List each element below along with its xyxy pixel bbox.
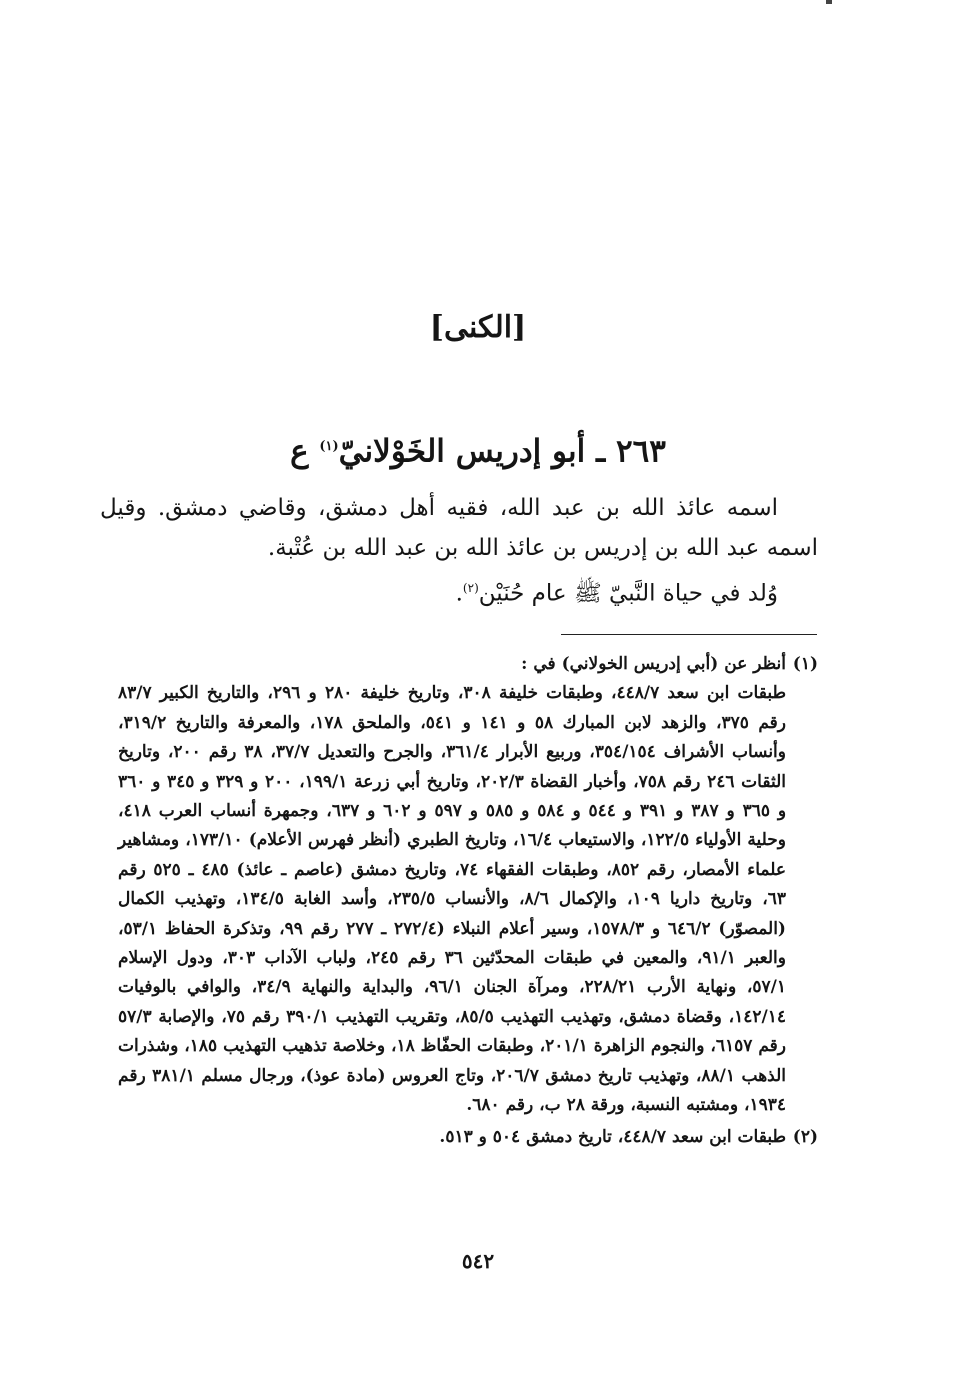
footnote-divider <box>561 634 817 635</box>
footnote-text: طبقات ابن سعد ٤٤٨/٧، تاريخ دمشق ٥٠٤ و ٥١٣. <box>439 1126 786 1147</box>
scan-mark <box>826 0 832 4</box>
entry-footnote-ref: (١) <box>319 439 339 454</box>
body-paragraph: اسمه عائذ الله بن عبد الله، فقيه أهل دمشق، وقاضي دمشق. وقيل اسمه عبد الله بن إدريس بن عائذ الله بن عبد الله بن عُتْبة. <box>100 495 818 561</box>
entry-separator: ـ <box>585 433 616 470</box>
footnote-body <box>118 1123 786 1152</box>
section-title: [الكنى] <box>429 310 527 345</box>
sentence-end: . <box>455 580 463 607</box>
footnote-text: طبقات ابن سعد ٤٤٨/٧، وطبقات خليفة ٣٠٨، وتاريخ خليفة ٢٨٠ و ٢٩٦، والتاريخ الكبير ٨٣/٧ رقم ٣٧٥، والزهد لابن المبارك ٥٨ و ١٤١ و ٥٤١، والملحق ١٧٨، والمعرفة والتاريخ ٣١٩/٢، وأنساب الأشراف ٣٥٤/١٥٤، وربيع الأبرار ٣٦١/٤، والجرح والتعديل ٣٧/٧، ٣٨ رقم ٢٠٠، وتاريخ الثقات ٢٤٦ رقم ٧٥٨، وأخبار القضاة ٢٠٢/٣، وتاريخ أبي زرعة ١٩٩/١، ٢٠٠ و ٣٢٩ و ٣٤٥ و ٣٦٠ و ٣٦٥ و ٣٨٧ و ٣٩١ و ٥٤٤ و ٥٨٤ و ٥٨٥ و ٥٩٧ و ٦٠٢ و ٦٣٧، وجمهرة أنساب العرب ٤١٨، وحلية الأولياء ١٢٢/٥، والاستيعاب ١٦/٤، وتاريخ الطبري (أنظر فهرس الأعلام) ١٧٣/١٠، ومشاهير علماء الأمصار، رقم ٨٥٢، وطبقات الفقهاء ٧٤، وتاريخ دمشق (عاصم ـ عائذ) ٤٨٥ ـ ٥٢٥ رقم ٦٣، وتاريخ داريا ١٠٩، والإكمال ٨/٦، والأنساب ٢٣٥/٥، وأسد الغابة ١٣٤/٥، وتهذيب الكمال (المصوّر) ٦٤٦/٢ و ١٥٧٨/٣، وسير أعلام النبلاء (٢٧٢/٤ ـ ٢٧٧ رقم ٩٩، وتذكرة الحفاظ ٥٣/١، والعبر ٩١/١، والمعين في طبقات المحدّثين ٣٦ رقم ٢٤٥، ولباب الآداب ٣٠٣، ودول الإسلام ٥٧/١، ونهاية الأرب ٢٢٨/٢١، ومرآة الجنان ٩٦/١، والبداية والنهاية ٣٤/٩، والوافي بالوفيات ١٤٢/١٤، وقضاة دمشق، وتهذيب التهذيب ٨٥/٥، وتقريب التهذيب ٣٩٠/١ رقم ٧٥، والإصابة ٥٧/٣ رقم ٦١٥٧، والنجوم الزاهرة ٢٠١/١، وطبقات الحفّاظ ١٨، وخلاصة تذهيب التهذيب ١٨٥، وشذرات الذهب ٨٨/١، وتهذيب تاريخ دمشق ٢٠٦/٧، وتاج العروس (مادة عوذ)، ورجال مسلم ٣٨١/١ رقم ١٩٣٤، ومشتبه النسبة، ورقة ٢٨ ب، رقم ٦٨٠. <box>118 683 787 1116</box>
birth-sentence: وُلد في حياة النَّبيّ ﷺ عام حُنَيْن <box>478 580 778 607</box>
footnote-number: (٢) <box>792 1126 818 1147</box>
footnote-intro: أنظر عن (أبي إدريس الخولاني) في : <box>521 654 786 674</box>
footnotes <box>118 650 818 1152</box>
entry-number: ٢٦٣ <box>615 433 666 470</box>
entry-name: أبو إدريس الخَوْلانيّ <box>338 433 586 470</box>
footnote-ref: (٢) <box>462 581 479 595</box>
footnote <box>118 650 818 1121</box>
footnote-body <box>118 650 786 1121</box>
entry-heading <box>0 425 956 473</box>
footnote-number: (١) <box>792 654 818 674</box>
page-number: ٥٤٢ <box>461 1249 495 1273</box>
footnote <box>118 1123 818 1152</box>
body-paragraph <box>100 568 818 614</box>
entry-body <box>100 488 818 614</box>
entry-suffix: ع <box>290 433 320 470</box>
